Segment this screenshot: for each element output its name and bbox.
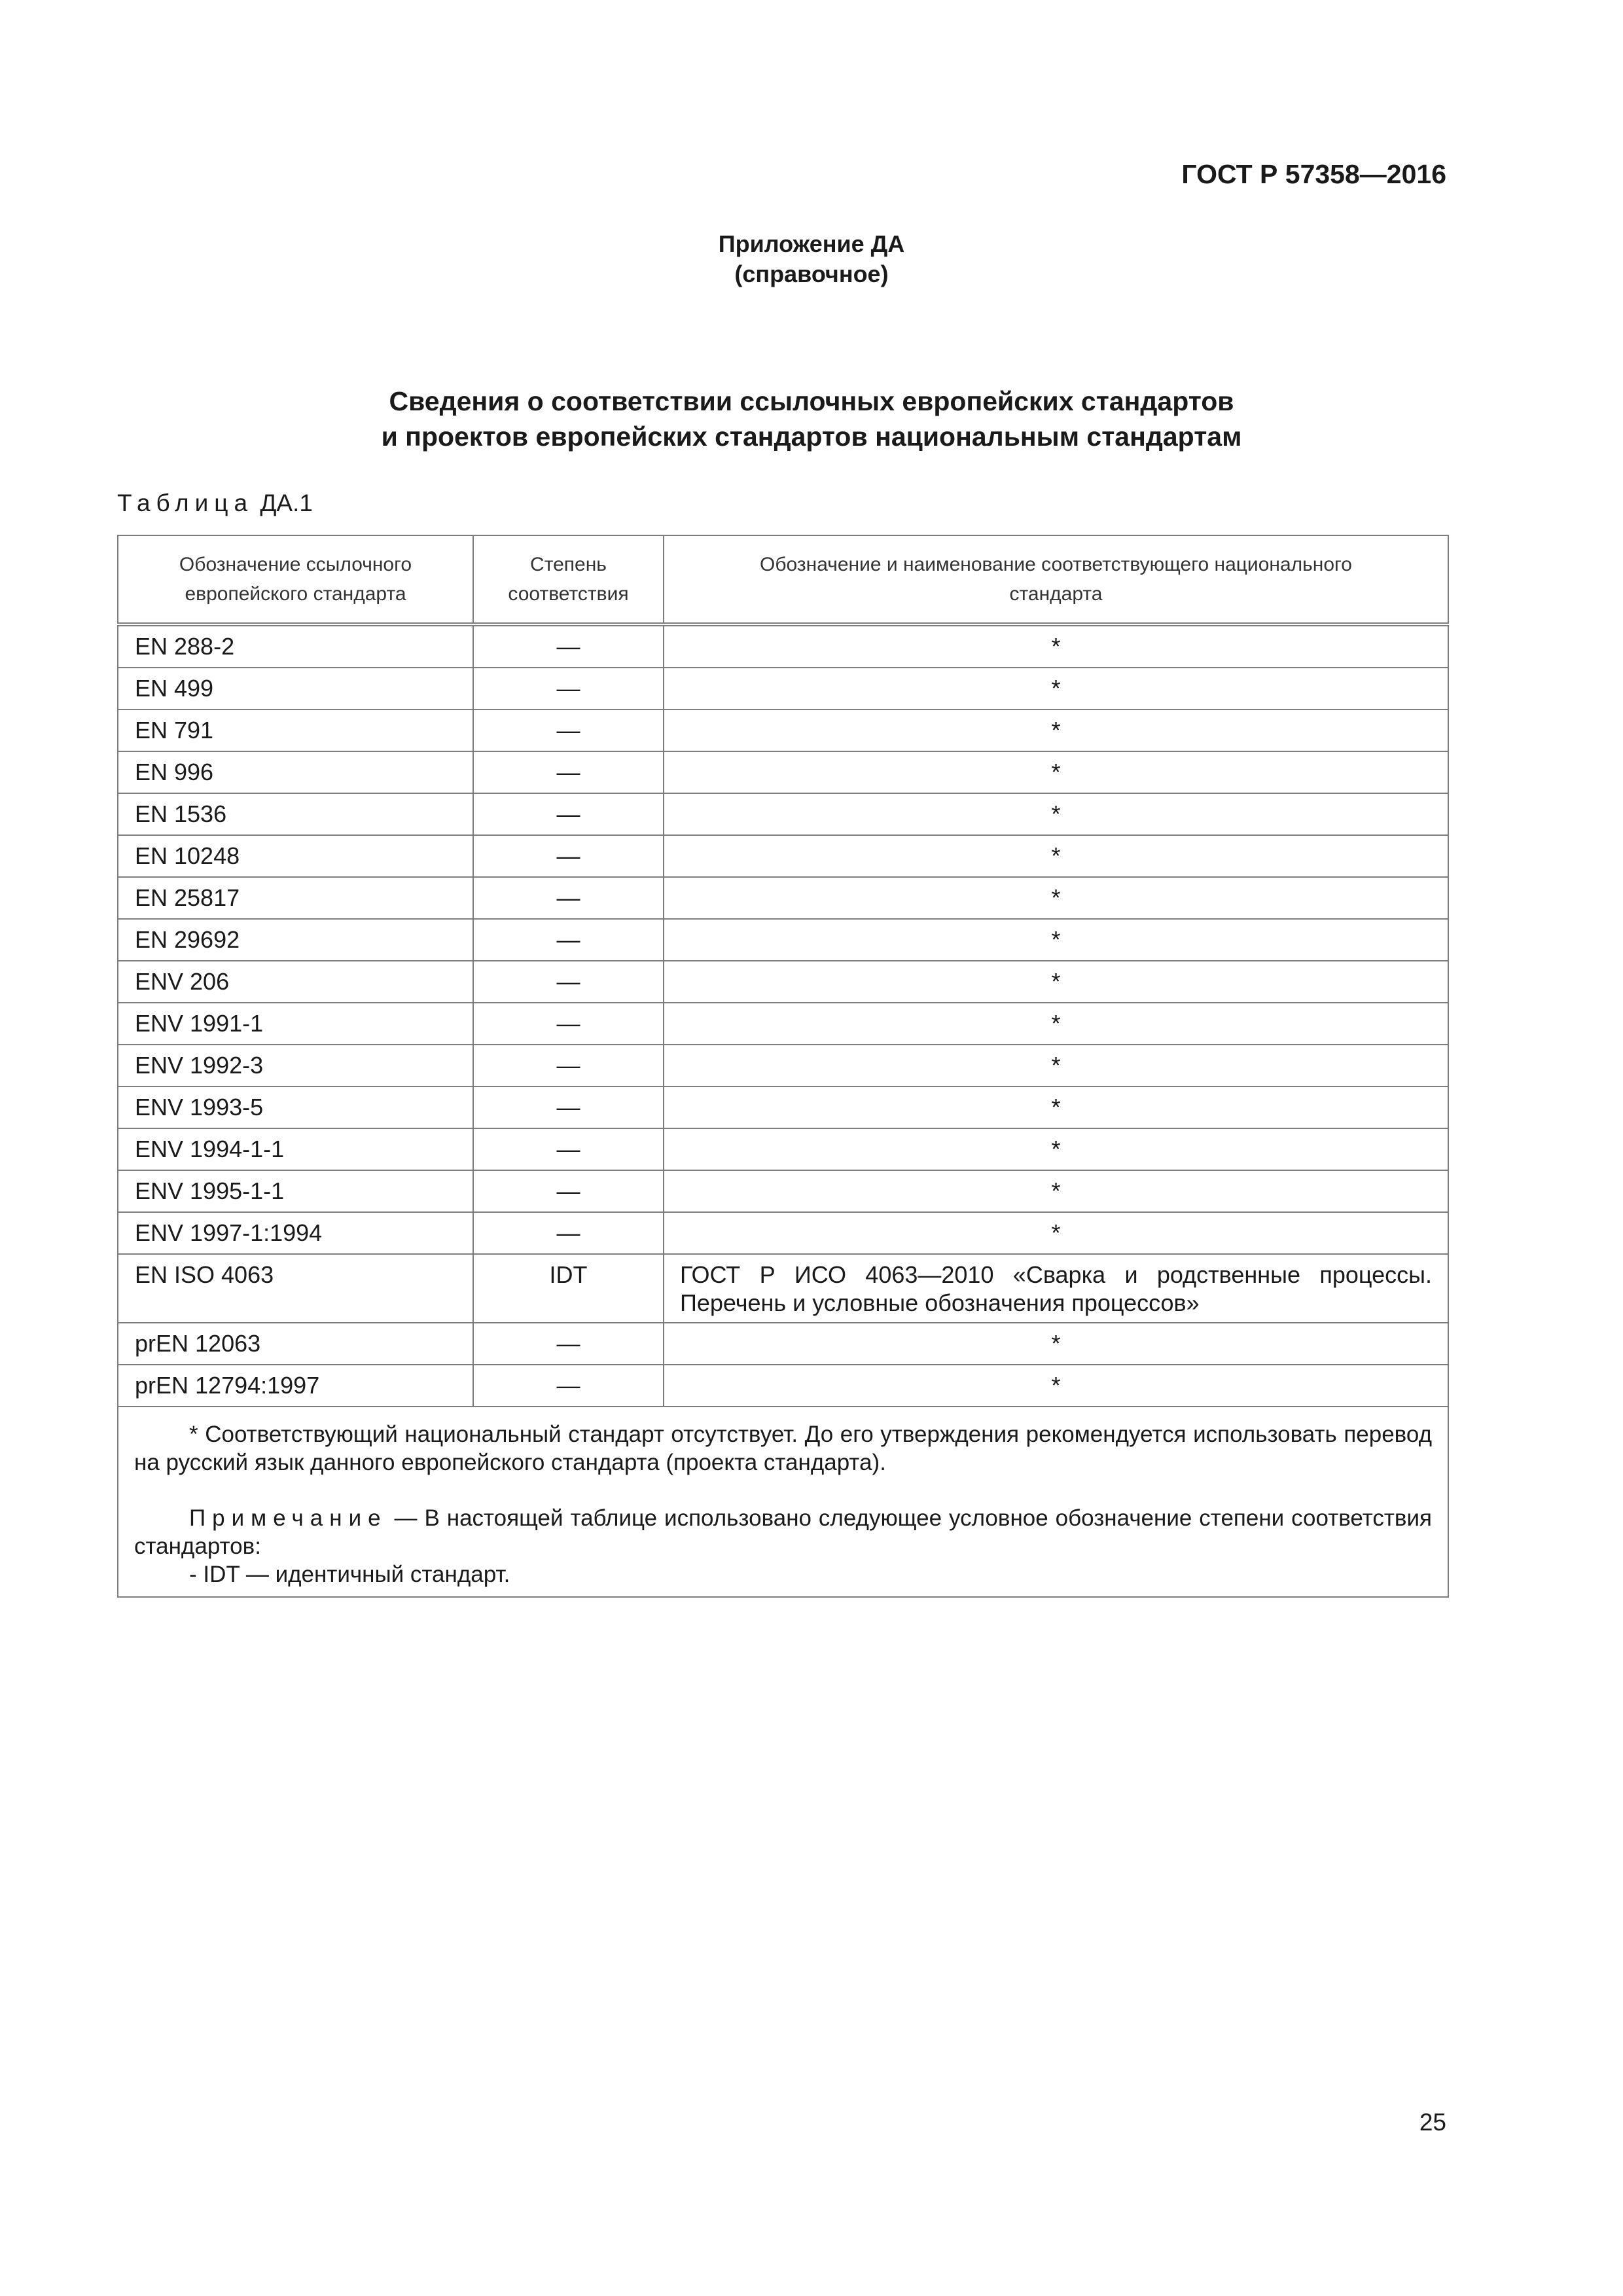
cell-national-standard: *	[664, 835, 1448, 877]
table-caption	[117, 490, 313, 517]
cell-national-standard: *	[664, 1365, 1448, 1407]
cell-national-standard: *	[664, 709, 1448, 751]
cell-designation: EN 1536	[118, 793, 473, 835]
table-notes-row	[118, 1407, 1448, 1597]
cell-designation: ENV 1992-3	[118, 1045, 473, 1086]
table-row	[118, 793, 1448, 835]
cell-degree: —	[473, 751, 664, 793]
cell-designation: EN 499	[118, 668, 473, 709]
table-row	[118, 961, 1448, 1003]
table-row	[118, 919, 1448, 961]
cell-designation: ENV 1994-1-1	[118, 1128, 473, 1170]
cell-degree: —	[473, 1086, 664, 1128]
cell-degree: —	[473, 624, 664, 668]
cell-designation: ENV 206	[118, 961, 473, 1003]
table-row	[118, 1128, 1448, 1170]
note-list-item: - IDT — идентичный стандарт.	[189, 1562, 510, 1587]
correspondence-table	[117, 535, 1449, 1598]
cell-degree: —	[473, 1003, 664, 1045]
cell-national-standard: *	[664, 1045, 1448, 1086]
cell-national-standard: *	[664, 1212, 1448, 1254]
note-label: Примечание	[189, 1505, 387, 1531]
table-row	[118, 624, 1448, 668]
cell-designation: EN 791	[118, 709, 473, 751]
cell-national-standard: *	[664, 751, 1448, 793]
table-caption-number: ДА.1	[260, 490, 313, 516]
table-row	[118, 1045, 1448, 1086]
cell-national-standard: ГОСТ Р ИСО 4063—2010 «Сварка и родственные процессы. Перечень и условные обозначения процессов»	[664, 1254, 1448, 1323]
cell-degree: —	[473, 961, 664, 1003]
page-number: 25	[1419, 2109, 1446, 2136]
cell-designation: prEN 12063	[118, 1323, 473, 1365]
cell-degree: —	[473, 793, 664, 835]
cell-degree: —	[473, 835, 664, 877]
cell-national-standard: *	[664, 1170, 1448, 1212]
table-row	[118, 1365, 1448, 1407]
cell-designation: EN 10248	[118, 835, 473, 877]
cell-national-standard: *	[664, 624, 1448, 668]
table-note	[134, 1504, 1432, 1560]
note-text: — В настоящей таблице использовано следующее условное обозначение степени соответствия стандартов:	[134, 1505, 1432, 1559]
table-row	[118, 1323, 1448, 1365]
cell-national-standard: *	[664, 1003, 1448, 1045]
cell-degree: IDT	[473, 1254, 664, 1323]
heading-line-2: и проектов европейских стандартов национальным стандартам	[381, 422, 1242, 452]
table-caption-word: Таблица	[117, 490, 254, 516]
cell-designation: EN 996	[118, 751, 473, 793]
appendix-title: Приложение ДА	[718, 230, 905, 257]
cell-designation: EN 29692	[118, 919, 473, 961]
appendix-type: (справочное)	[734, 260, 889, 287]
cell-designation: ENV 1997-1:1994	[118, 1212, 473, 1254]
cell-degree: —	[473, 919, 664, 961]
cell-national-standard: *	[664, 919, 1448, 961]
table-row	[118, 668, 1448, 709]
cell-designation: EN 288-2	[118, 624, 473, 668]
document-code: ГОСТ Р 57358—2016	[1181, 159, 1446, 189]
cell-designation: ENV 1991-1	[118, 1003, 473, 1045]
table-row	[118, 1003, 1448, 1045]
table-row	[118, 877, 1448, 919]
cell-designation: EN ISO 4063	[118, 1254, 473, 1323]
table-row	[118, 1254, 1448, 1323]
table-footnote: * Соответствующий национальный стандарт отсутствует. До его утверждения рекомендуется использовать перевод на русский язык данного европейского стандарта (проекта стандарта).	[134, 1422, 1432, 1475]
cell-national-standard: *	[664, 1086, 1448, 1128]
table-row	[118, 1170, 1448, 1212]
table-row	[118, 751, 1448, 793]
cell-degree: —	[473, 1128, 664, 1170]
cell-designation: EN 25817	[118, 877, 473, 919]
column-header-national-standard: Обозначение и наименование соответствующего национального стандарта	[664, 535, 1448, 624]
cell-national-standard: *	[664, 961, 1448, 1003]
column-header-degree: Степень соответствия	[473, 535, 664, 624]
cell-designation: ENV 1995-1-1	[118, 1170, 473, 1212]
cell-national-standard: *	[664, 1128, 1448, 1170]
heading-line-1: Сведения о соответствии ссылочных европейских стандартов	[389, 386, 1234, 416]
cell-degree: —	[473, 709, 664, 751]
cell-degree: —	[473, 668, 664, 709]
cell-degree: —	[473, 1212, 664, 1254]
table-header-row	[118, 535, 1448, 624]
cell-degree: —	[473, 1045, 664, 1086]
table-notes	[118, 1407, 1448, 1597]
table-row	[118, 835, 1448, 877]
cell-degree: —	[473, 1170, 664, 1212]
cell-designation: prEN 12794:1997	[118, 1365, 473, 1407]
cell-degree: —	[473, 877, 664, 919]
cell-national-standard: *	[664, 668, 1448, 709]
cell-national-standard: *	[664, 1323, 1448, 1365]
cell-degree: —	[473, 1365, 664, 1407]
cell-national-standard: *	[664, 793, 1448, 835]
table-row	[118, 1086, 1448, 1128]
table-row	[118, 709, 1448, 751]
column-header-designation: Обозначение ссылочного европейского стандарта	[118, 535, 473, 624]
cell-degree: —	[473, 1323, 664, 1365]
cell-national-standard: *	[664, 877, 1448, 919]
table-row	[118, 1212, 1448, 1254]
appendix-heading	[0, 384, 1623, 454]
cell-designation: ENV 1993-5	[118, 1086, 473, 1128]
